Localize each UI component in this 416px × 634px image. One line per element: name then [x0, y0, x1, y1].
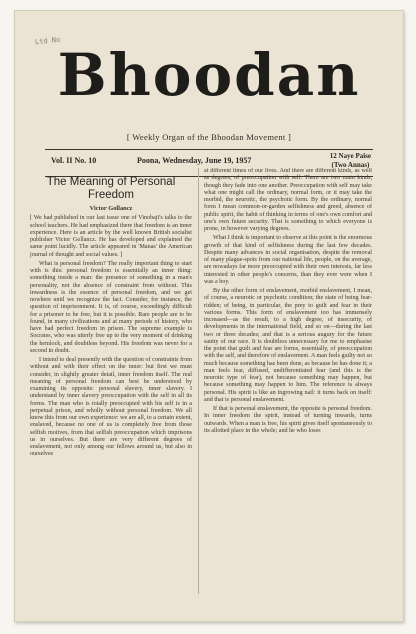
body-paragraph: at different times of our lives. And there are different kinds, as well as degrees, of preoccupation with self. There are two main kinds, though they fade into one another. Preoccupation with self may take what one might call the ordinary, normal form, or it may take the morbid, the neurotic, the psychotic form. By the ordinary, normal form I mean common-or-garden selfishness and greed, absence of public spirit, the habit of thinking in terms of one's own comfort and one's own future security. That is something to which everyone is prone, in however varying degrees.	[204, 168, 372, 232]
column-divider	[198, 168, 199, 594]
price-naye-paise: 12 Naye Paise	[329, 152, 371, 160]
body-paragraph: What I think is important to observe at this point is the enormous growth of that kind of selfishness during the last few decades. Despite many advances in social organisation, despite the removal of many plague-spots from our national life, people, on the average, are nowadays far more preoccupied with their own interests, far less interested in other people's concerns, than they ever were when I was a boy.	[204, 235, 372, 285]
editorial-intro: [ We had published in our last issue one of Vinobaji's talks to the school teachers. He had emphasized there that freedom is an inner experience. Here is an article by the well known British socialist publisher Victor Gollancz. He has developed and explained the same point lucidly. The article appeared in 'Manas' the American journal of thought and social values. ]	[30, 215, 192, 258]
body-paragraph: What is personal freedom? The really important thing to start with is this: personal freedom is essentially an inner thing: something inside a man: the presence of something in a man's personality, not the absence of constraint from without. This inwardness is the essence of personal freedom, and we get nowhere until we recognize the fact. Consider, for instance, the question of imprisonment. It is, of course, exceedingly difficult for a prisoner to be free, but it is possible. Rare people are to be found, in many civilizations and at many periods of history, who have had perfect freedom in prison. The supreme example is Socrates, who was utterly free up to the very moment of drinking the hemlock, and doubtless beyond. His freedom was never for a second in doubt.	[30, 260, 192, 354]
dateline: Poona, Wednesday, June 19, 1957	[137, 156, 252, 165]
pencil-note: Ltd No	[34, 35, 61, 47]
masthead-subtitle: [ Weekly Organ of the Bhoodan Movement ]	[126, 132, 292, 142]
right-column	[204, 168, 372, 596]
masthead-title: Bhoodan	[57, 41, 361, 109]
top-rule	[45, 149, 373, 150]
article-byline: Victor Gollancz	[89, 205, 133, 212]
volume-number: Vol. II No. 10	[51, 156, 97, 165]
left-column	[30, 174, 192, 594]
body-paragraph: If that is personal enslavement, the opposite is personal freedom. In inner freedom the spirit, instead of turning inwards, turns outwards. When a man is free, his spirit gives itself spontaneously to its allotted place in the whole; and he who loses	[204, 406, 372, 434]
price-annas: (Two Annas)	[331, 161, 370, 169]
body-paragraph: I intend to deal presently with the question of constraints from without and with their effect on the inner: but first we must consider, in slightly greater detail, inner freedom itself. The real meaning of personal freedom can best be understood by examining its opposite: personal slavery, inner slavery. I understand by inner slavery preoccupation with the self in all its forms. The man who is totally preoccupied with his self is in a perpetual prison, and wholly without personal freedom. We all know this from our own experience: we are all, to a certain extent, enslaved, because no one of us is completely free from those selfish motives, from that selfish preoccupation which imprisons us in ourselves. But there are very different degrees of enslavement, not only among our fellows around us, but also in ourselves	[30, 357, 192, 458]
article-title: The Meaning of Personal Freedom	[46, 176, 176, 201]
body-paragraph: By the other form of enslavement, morbid enslavement, I mean, of course, a neurotic or psychotic condition; the state of being fear-ridden; of being, in particular, the prey to guilt and fear in their various forms. This form of enslavement too has immensely increased—as the result, to a high degree, of insecurity, of developments in the international field, and so on—during the last two or three decades; and that is a serious augury for the future sanity of our race. It is doubtless unnecessary for me to emphasise the point that guilt and fear are forms, essentially, of preoccupation with the self, and therefore of enslavement. A man feels guilty not so much because something has been done, as because he has done it; a man feels fear, diffused, undifferentiated fear (and this is the neurotic type of fear), not because something may happen, but because something may happen to him. The reference is always personal. His spirit is like an ingrowing nail: it turns back on itself: and that is personal enslavement.	[204, 288, 372, 403]
